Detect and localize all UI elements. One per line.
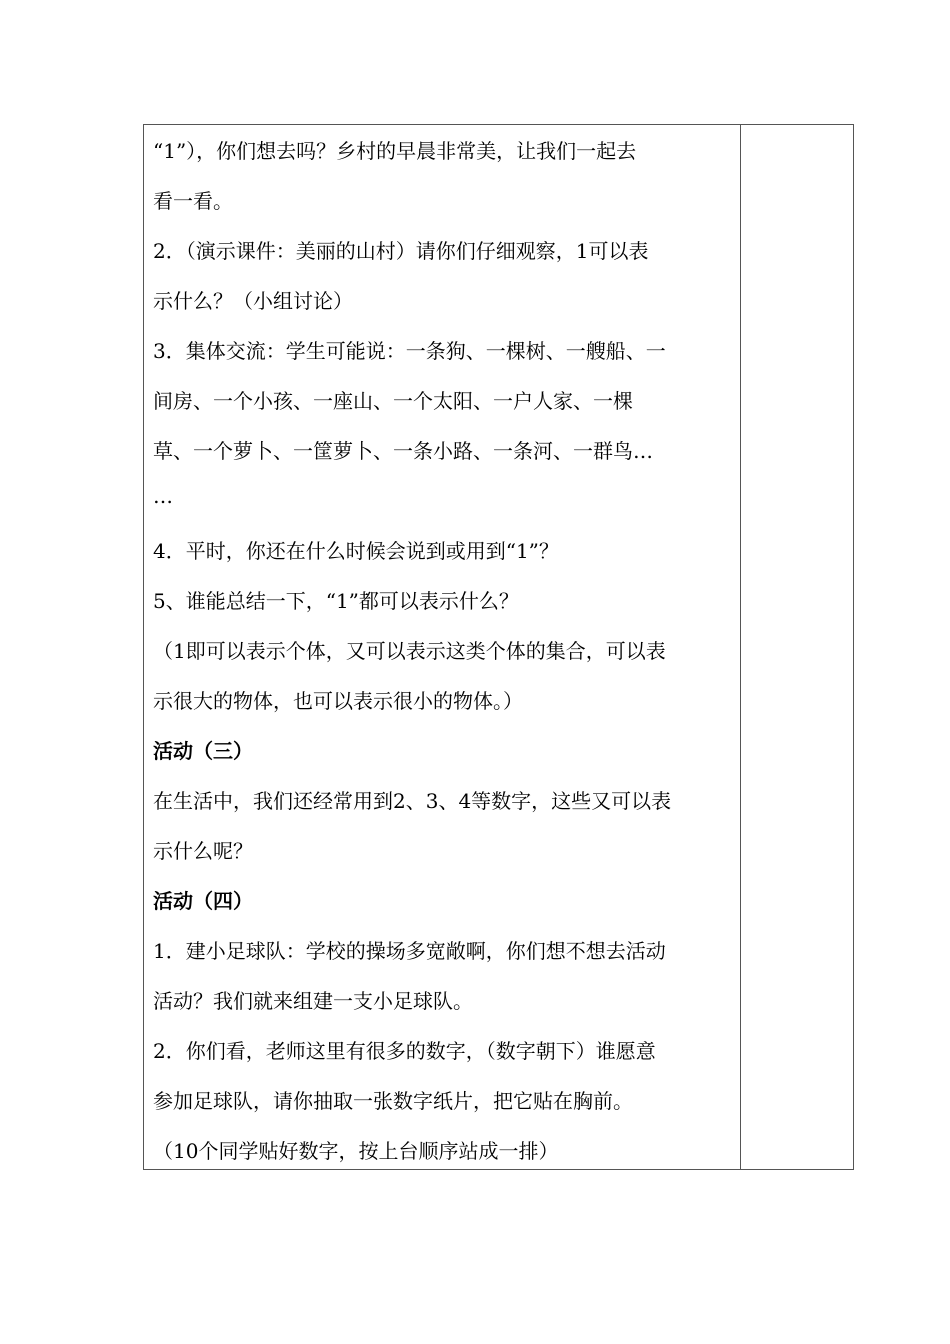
- section-heading: 活动（四）: [153, 889, 253, 913]
- text-line: 2．（演示课件：美丽的山村）请你们仔细观察，1可以表: [153, 239, 649, 263]
- text-line: 在生活中，我们还经常用到2、3、4等数字，这些又可以表: [153, 789, 672, 813]
- text-line: 3．集体交流：学生可能说：一条狗、一棵树、一艘船、一: [153, 339, 666, 363]
- text-line: 5、谁能总结一下，“1”都可以表示什么？: [153, 589, 519, 613]
- text-line: 示很大的物体，也可以表示很小的物体。）: [153, 689, 523, 713]
- text-line: （10个同学贴好数字，按上台顺序站成一排）: [153, 1139, 559, 1163]
- text-line: 草、一个萝卜、一筐萝卜、一条小路、一条河、一群鸟…: [153, 439, 653, 463]
- lesson-content: [153, 126, 733, 1176]
- text-line: 参加足球队，请你抽取一张数字纸片，把它贴在胸前。: [153, 1089, 633, 1113]
- text-line: 活动？我们就来组建一支小足球队。: [153, 989, 473, 1013]
- text-line: 看一看。: [153, 189, 233, 213]
- section-heading: 活动（三）: [153, 739, 253, 763]
- text-line: 2．你们看，老师这里有很多的数字，（数字朝下）谁愿意: [153, 1039, 656, 1063]
- column-divider: [740, 124, 741, 1170]
- text-line: 示什么呢？: [153, 839, 253, 863]
- text-line: …: [153, 484, 173, 508]
- text-line: 示什么？（小组讨论）: [153, 289, 353, 313]
- text-line: （1即可以表示个体，又可以表示这类个体的集合，可以表: [153, 639, 666, 663]
- text-line: 4．平时，你还在什么时候会说到或用到“1”？: [153, 539, 559, 563]
- text-line: “1”），你们想去吗？乡村的早晨非常美，让我们一起去: [153, 139, 637, 163]
- text-line: 间房、一个小孩、一座山、一个太阳、一户人家、一棵: [153, 389, 633, 413]
- text-line: 1．建小足球队：学校的操场多宽敞啊，你们想不想去活动: [153, 939, 666, 963]
